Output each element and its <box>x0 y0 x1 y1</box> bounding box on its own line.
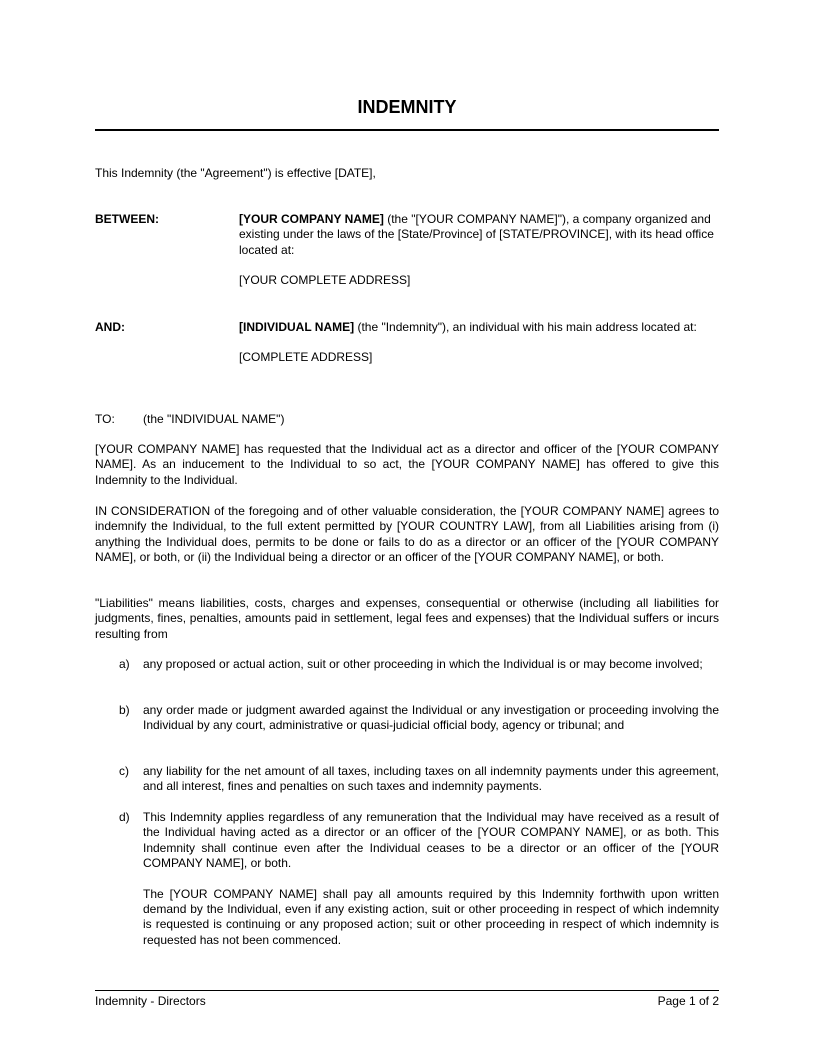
between-party <box>239 212 719 289</box>
to-label: TO: <box>95 412 115 426</box>
title-divider <box>95 129 719 131</box>
and-label: AND: <box>95 320 125 334</box>
paragraph-text: "Liabilities" means liabilities, costs, charges and expenses, consequential or otherwise (including all liabilities for judgments, fines, penalties, amounts paid in settlement, legal fees and expenses) that the Individual suffers or incurs resulting from <box>95 596 719 641</box>
paragraph-consideration <box>95 504 719 566</box>
list-item-text: This Indemnity applies regardless of any remuneration that the Individual may have received as a result of the Individual having acted as a director or an officer of the [YOUR COMPANY NAME], or as both. This Indemnity shall continue even after the Individual ceases to be a director or an officer of the [YOUR COMPANY NAME], or both. The [YOUR COMPANY NAME] shall pay all amounts required by this Indemnity forthwith upon written demand by the Individual, even if any existing action, suit or other proceeding in respect of which indemnity is requested is continuing or any proposed action; suit or other proceeding in respect of which indemnity is requested has not been commenced. <box>143 810 719 947</box>
and-address: [COMPLETE ADDRESS] <box>239 350 373 365</box>
and-party-desc: (the "Indemnity"), an individual with his main address located at: <box>354 320 697 334</box>
list-item-text: any proposed or actual action, suit or other proceeding in which the Individual is or may become involved; <box>143 657 703 671</box>
between-label: BETWEEN: <box>95 212 159 226</box>
between-address: [YOUR COMPLETE ADDRESS] <box>239 273 411 288</box>
footer-divider <box>95 990 719 991</box>
footer-page-number: Page 1 of 2 <box>657 994 719 1008</box>
footer-document-name: Indemnity - Directors <box>95 994 206 1008</box>
and-party <box>239 320 719 366</box>
document-title: INDEMNITY <box>357 97 457 117</box>
list-item-text: any liability for the net amount of all taxes, including taxes on all indemnity payments under this agreement, and all interest, fines and penalties on such taxes and indemnity payments. <box>143 764 719 794</box>
list-item-text: any order made or judgment awarded against the Individual or any investigation or proceeding involving the Individual by any court, administrative or quasi-judicial official body, agency or tribunal; and <box>143 703 719 733</box>
list-item-marker: b) <box>119 703 130 717</box>
paragraph-text: [YOUR COMPANY NAME] has requested that the Individual act as a director and officer of the [YOUR COMPANY NAME]. As an inducement to the Individual to so act, the [YOUR COMPANY NAME] has offered to give this Indemnity to the Individual. <box>95 442 719 487</box>
between-party-desc: (the "[YOUR COMPANY NAME]"), a company organized and existing under the laws of the [State/Province] of [STATE/PROVINCE], with its head office located at: <box>239 212 714 257</box>
to-text: (the "INDIVIDUAL NAME") <box>143 412 285 426</box>
between-party-name: [YOUR COMPANY NAME] <box>239 212 384 226</box>
list-item-marker: a) <box>119 657 130 671</box>
list-item-marker: c) <box>119 764 129 778</box>
paragraph-request <box>95 442 719 488</box>
document-page <box>95 0 719 1056</box>
paragraph-liabilities <box>95 596 719 642</box>
list-item-continuation: The [YOUR COMPANY NAME] shall pay all amounts required by this Indemnity forthwith upon written demand by the Individual, even if any existing action, suit or other proceeding in respect of which indemnity is requested is continuing or any proposed action; suit or other proceeding in respect of which indemnity is requested has not been commenced. <box>143 886 719 947</box>
list-item-marker: d) <box>119 810 130 824</box>
paragraph-text: IN CONSIDERATION of the foregoing and of other valuable consideration, the [YOUR COMPANY NAME] agrees to indemnify the Individual, to the full extent permitted by [YOUR COUNTRY LAW], from all Liabilities arising from (i) anything the Individual does, permits to be done or fails to do as a director or an officer of the [YOUR COMPANY NAME], or both, or (ii) the Individual being a director or an officer of the [YOUR COMPANY NAME], or both. <box>95 504 719 565</box>
and-party-name: [INDIVIDUAL NAME] <box>239 320 355 334</box>
effective-line: This Indemnity (the "Agreement") is effective [DATE], <box>95 166 376 180</box>
